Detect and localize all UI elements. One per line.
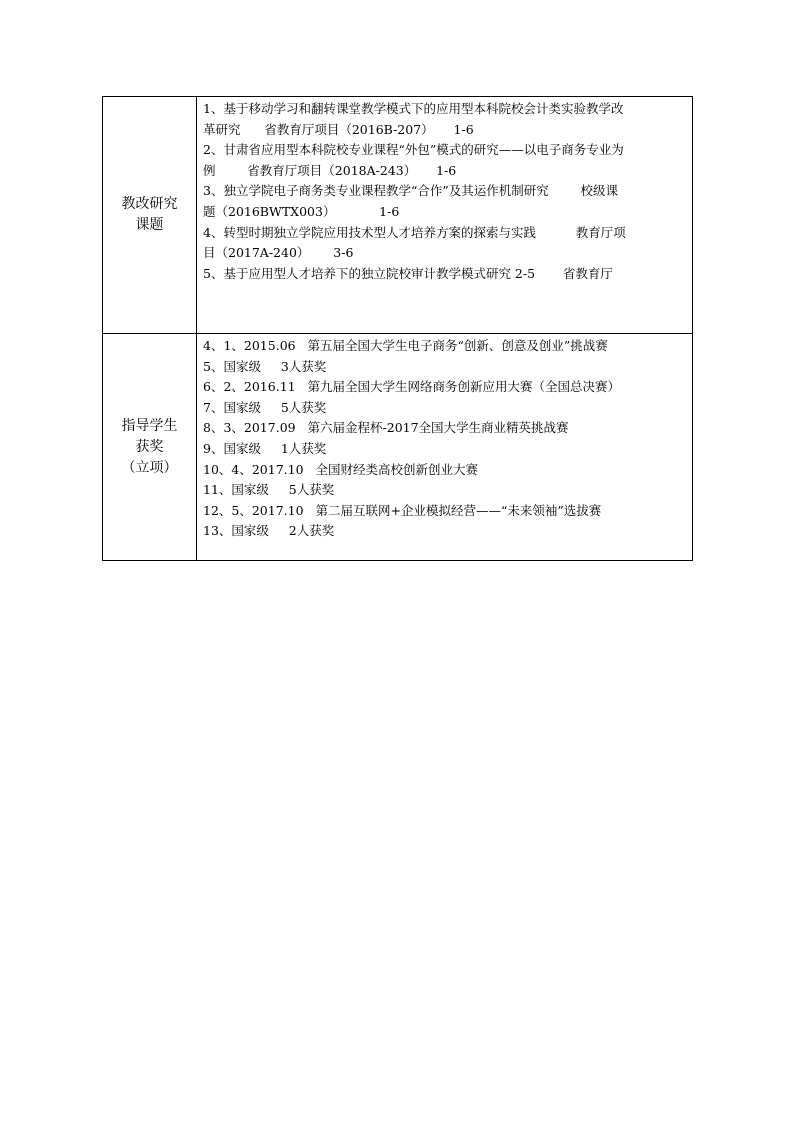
research-content-cell bbox=[197, 97, 693, 334]
research-row bbox=[103, 97, 693, 334]
research-item-2-line-1: 2、甘肃省应用型本科院校专业课程“外包”模式的研究——以电子商务专业为 bbox=[203, 142, 624, 158]
awards-row bbox=[103, 334, 693, 561]
research-label-cell bbox=[103, 97, 197, 334]
award-line-5: 8、3、2017.09 第六届金程杯-2017全国大学生商业精英挑战赛 bbox=[203, 420, 569, 436]
awards-label-line-2: 获奖 bbox=[135, 438, 164, 455]
info-table bbox=[102, 96, 693, 561]
award-line-2: 5、国家级 3人获奖 bbox=[203, 358, 327, 374]
research-label-line-1: 教改研究 bbox=[121, 196, 178, 212]
awards-label-line-1: 指导学生 bbox=[121, 417, 178, 434]
award-line-7: 10、4、2017.10 全国财经类高校创新创业大赛 bbox=[203, 461, 478, 477]
awards-label-line-3: （立项） bbox=[121, 459, 178, 476]
research-item-3-line-1: 3、独立学院电子商务类专业课程教学“合作”及其运作机制研究 校级课 bbox=[203, 183, 619, 199]
award-line-6: 9、国家级 1人获奖 bbox=[203, 440, 327, 456]
research-item-2 bbox=[203, 140, 688, 181]
award-line-1: 4、1、2015.06 第五届全国大学生电子商务“创新、创意及创业”挑战赛 bbox=[203, 338, 608, 353]
award-line-9: 12、5、2017.10 第二届互联网+企业模拟经营——“未来领袖”选拔赛 bbox=[203, 502, 602, 518]
research-item-1-line-2: 革研究 省教育厅项目（2016B-207） 1-6 bbox=[203, 121, 474, 137]
awards-content-cell bbox=[197, 334, 693, 561]
research-item-3-line-2: 题（2016BWTX003） 1-6 bbox=[203, 203, 400, 219]
award-line-4: 7、国家级 5人获奖 bbox=[203, 399, 327, 415]
research-item-1 bbox=[203, 99, 688, 140]
research-item-5 bbox=[203, 264, 688, 285]
research-item-3 bbox=[203, 181, 688, 222]
research-item-4-line-1: 4、转型时期独立学院应用技术型人才培养方案的探索与实践 教育厅项 bbox=[203, 224, 626, 240]
research-item-1-line-1: 1、基于移动学习和翻转课堂教学模式下的应用型本科院校会计类实验教学改 bbox=[203, 101, 624, 116]
research-item-5-line-1: 5、基于应用型人才培养下的独立院校审计教学模式研究 2-5 省教育厅 bbox=[203, 265, 613, 281]
award-line-10: 13、国家级 2人获奖 bbox=[203, 523, 335, 539]
award-line-8: 11、国家级 5人获奖 bbox=[203, 482, 335, 498]
research-label-line-2: 课题 bbox=[135, 217, 164, 233]
award-line-3: 6、2、2016.11 第九届全国大学生网络商务创新应用大赛（全国总决赛） bbox=[203, 379, 621, 395]
research-item-4 bbox=[203, 223, 688, 264]
awards-label-cell bbox=[103, 334, 197, 561]
research-item-2-line-2: 例 省教育厅项目（2018A-243） 1-6 bbox=[203, 162, 457, 178]
research-item-4-line-2: 目（2017A-240） 3-6 bbox=[203, 245, 354, 261]
